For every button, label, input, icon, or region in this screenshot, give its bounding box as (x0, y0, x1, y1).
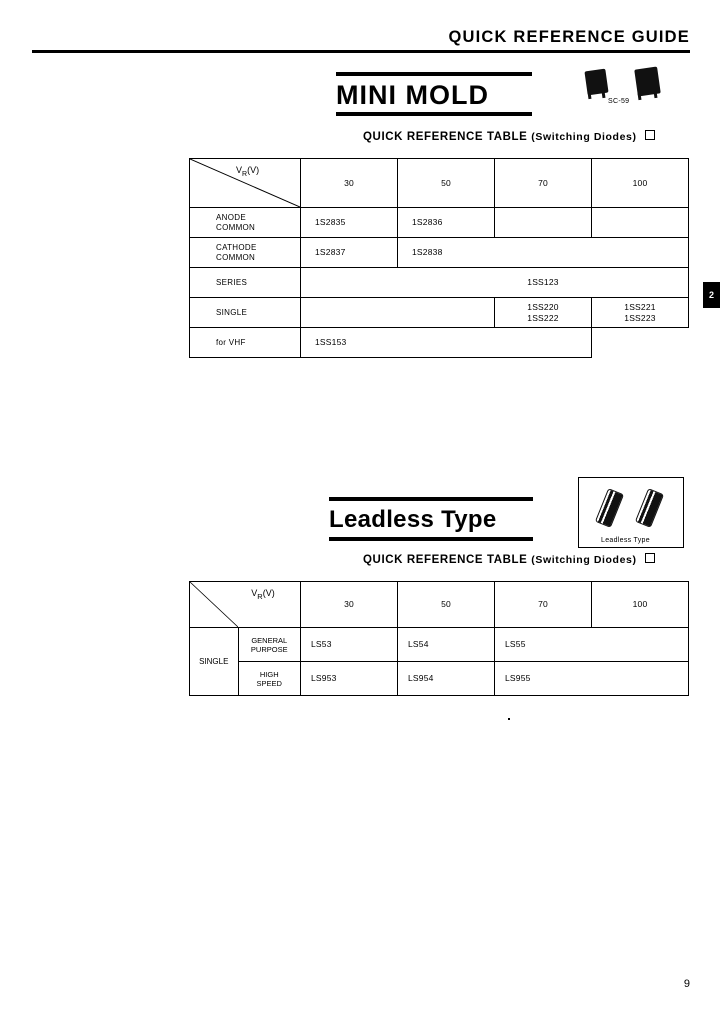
row-label (238, 628, 301, 662)
row-label-line1: HIGH (259, 669, 279, 679)
column-header: 50 (398, 159, 495, 208)
section-tab: 2 (703, 282, 720, 308)
table-cell: LS953 (301, 662, 398, 696)
table-cell: LS53 (301, 628, 398, 662)
page-number: 9 (683, 978, 690, 990)
table-row (190, 238, 689, 268)
table-cell (592, 208, 689, 238)
quick-reference-table-caption-2 (363, 553, 655, 566)
table-row (190, 268, 689, 298)
table-cell (301, 298, 398, 328)
column-header: 100 (592, 582, 689, 628)
cell-line1: 1SS221 (624, 301, 656, 312)
sc59-package-illustration (578, 66, 680, 116)
column-header: 70 (495, 582, 592, 628)
package-label: SC-59 (608, 98, 630, 105)
column-header: 30 (301, 582, 398, 628)
table-cell: LS955 (495, 662, 592, 696)
row-label-line2: COMMON (216, 252, 256, 262)
table-cell: 1SS123 (495, 268, 592, 298)
table-cell (592, 238, 689, 268)
checkbox-icon (645, 553, 655, 563)
table-cell: 1S2835 (301, 208, 398, 238)
row-label (190, 238, 301, 268)
row-label-line2: COMMON (216, 222, 256, 232)
heading-rule-top (336, 72, 532, 76)
table-cell (495, 328, 592, 358)
row-label-line1: GENERAL (251, 635, 288, 645)
header-divider (32, 50, 690, 53)
table-cell: 1S2837 (301, 238, 398, 268)
table-cell: 1S2836 (398, 208, 495, 238)
cell-line2: 1SS222 (527, 312, 559, 323)
leadless-package-illustration (578, 477, 684, 548)
table-cell: 1SS153 (301, 328, 398, 358)
table-cell (301, 268, 398, 298)
package-label: Leadless Type (601, 537, 650, 544)
table-cell: LS54 (398, 628, 495, 662)
leadless-title: Leadless Type (329, 506, 497, 533)
mini-mold-title: MINI MOLD (336, 80, 489, 110)
cell-line2: 1SS223 (624, 312, 656, 323)
heading-rule-top (329, 497, 533, 501)
table-cell: LS55 (495, 628, 592, 662)
stray-mark (508, 718, 510, 720)
package-body-icon (635, 488, 664, 528)
table-cell (592, 328, 689, 358)
table-cell (398, 298, 495, 328)
table-header-row (190, 159, 689, 208)
column-header: 100 (592, 159, 689, 208)
row-label (238, 662, 301, 696)
heading-rule-bottom (336, 112, 532, 116)
quick-reference-table-caption-1 (363, 130, 655, 143)
table-row (190, 662, 689, 696)
row-label-line1: ANODE (216, 212, 246, 222)
caption-main-1: QUICK REFERENCE TABLE (363, 131, 528, 143)
table-cell (592, 268, 689, 298)
row-label (190, 268, 301, 298)
mini-mold-reference-table (189, 158, 689, 358)
vr-axis-label: $V_R(V)$ (236, 165, 260, 178)
table-row (190, 298, 689, 328)
row-label (190, 298, 301, 328)
table-row (190, 208, 689, 238)
table-cell: LS954 (398, 662, 495, 696)
table-cell (398, 328, 495, 358)
caption-sub-2: (Switching Diodes) (531, 554, 637, 566)
table-cell (398, 268, 495, 298)
table-row (190, 328, 689, 358)
column-header: 70 (495, 159, 592, 208)
column-header: 50 (398, 582, 495, 628)
row-label (190, 328, 301, 358)
package-body-icon (595, 488, 624, 528)
axis-corner-cell-right (238, 582, 301, 628)
axis-corner-cell (190, 159, 301, 208)
vr-axis-label: $V_R(V)$ (251, 588, 275, 601)
row-label (190, 208, 301, 238)
row-label-line1: SINGLE (216, 307, 248, 317)
table-cell: 1S2838 (398, 238, 495, 268)
mini-mold-heading (336, 72, 532, 116)
diagonal-line-icon (190, 582, 238, 627)
row-group-label: SINGLE (190, 628, 239, 696)
cell-line1: 1SS220 (527, 301, 559, 312)
leadless-reference-table (189, 581, 689, 696)
table-cell (495, 298, 592, 328)
leadless-heading (329, 497, 533, 541)
row-label-line2: PURPOSE (250, 644, 288, 654)
column-header: 30 (301, 159, 398, 208)
axis-corner-cell (190, 582, 239, 628)
page-title: QUICK REFERENCE GUIDE (448, 28, 690, 46)
table-row (190, 628, 689, 662)
caption-main-2: QUICK REFERENCE TABLE (363, 554, 528, 566)
table-cell (592, 628, 689, 662)
heading-rule-bottom (329, 537, 533, 541)
row-label-line1: for VHF (216, 337, 246, 347)
table-cell (592, 662, 689, 696)
table-cell (592, 298, 689, 328)
caption-sub-1: (Switching Diodes) (531, 131, 637, 143)
table-cell (495, 238, 592, 268)
row-label-line2: SPEED (256, 678, 282, 688)
checkbox-icon (645, 130, 655, 140)
row-label-line1: CATHODE (216, 242, 257, 252)
table-header-row (190, 582, 689, 628)
row-label-line1: SERIES (216, 277, 248, 287)
table-cell (495, 208, 592, 238)
